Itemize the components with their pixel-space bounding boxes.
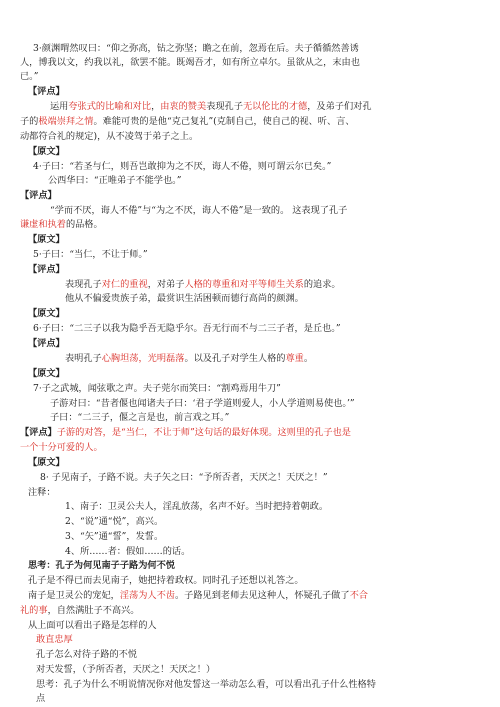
text-line: 孔子怎么对待子路的不悦 bbox=[36, 649, 138, 660]
text-line: 表现孔子对仁的重视，对弟子人格的尊重和对平等师生关系的追求。 bbox=[65, 279, 341, 290]
section-label: 【评点】 bbox=[20, 190, 57, 201]
text-line: 谦虚和执着的品格。 bbox=[20, 219, 103, 230]
text-line: 1、南子：卫灵公夫人，淫乱放荡，名声不好。当时把持着朝政。 bbox=[65, 501, 329, 512]
text-line: 运用夸张式的比喻和对比，由衷的赞美表现孔子无以伦比的才德，及弟子们对孔 bbox=[50, 101, 372, 112]
section-label: 【原文】 bbox=[28, 457, 65, 468]
text-line: 4·子曰：“若圣与仁，则吾岂敢抑为之不厌，诲人不倦，则可谓云尔已矣。” bbox=[33, 161, 332, 172]
section-label: 【原文】 bbox=[28, 234, 65, 245]
text-line: 【评点】子游的对答，是“当仁，不让于师”这句话的最好体现。这则里的孔子也是 bbox=[20, 427, 351, 438]
text-line: 注释： bbox=[28, 487, 56, 498]
text-line: 2、“说”通“悦”，高兴。 bbox=[65, 516, 164, 527]
text-line: 从上面可以看出子路是怎样的人 bbox=[28, 620, 157, 631]
text-line: 思考：孔子为什么不明说情况你对他发誓这一举动怎么看，可以看出孔子什么性格特 bbox=[36, 679, 376, 690]
text-line: 已。” bbox=[20, 71, 39, 82]
section-label: 【原文】 bbox=[28, 146, 65, 157]
section-label: 【原文】 bbox=[28, 308, 65, 319]
text-line: 7·子之武城，闻弦歌之声。夫子莞尔而笑曰：“割鸡焉用牛刀” bbox=[33, 383, 281, 394]
text-line: 公西华曰：“正唯弟子不能学也。” bbox=[48, 175, 182, 186]
text-line: 5·子曰：“当仁，不让于师。” bbox=[33, 249, 148, 260]
text-line: 一个十分可爱的人。 bbox=[20, 442, 103, 453]
text-line: 3、“矢”通“誓”，发誓。 bbox=[65, 531, 164, 542]
text-line: 对天发誓，（予所否者，天厌之！天厌之！） bbox=[36, 664, 216, 675]
text-line: 子游对曰：“昔者偃也闻诸夫子曰：‘君子学道则爱人，小人学道则易使也。’” bbox=[50, 398, 355, 409]
text-line: 敢直忠厚 bbox=[36, 634, 73, 645]
text-line: 子的极端崇拜之情。难能可贵的是他“克己复礼”(克制自己，使自己的视、听、言、 bbox=[20, 116, 355, 127]
text-line: 子曰：“二三子，偃之言是也，前言戏之耳。” bbox=[50, 412, 230, 423]
text-line: 4、所……者：假如……的话。 bbox=[65, 546, 191, 557]
section-label: 【评点】 bbox=[28, 86, 65, 97]
text-line: 人，博我以文，约我以礼，欲罢不能。既竭吾才，如有所立卓尔。虽欲从之，末由也 bbox=[20, 57, 360, 68]
question-heading: 思考：孔子为何见南子子路为何不悦 bbox=[28, 560, 175, 571]
section-label: 【评点】 bbox=[28, 338, 65, 349]
section-label: 【原文】 bbox=[28, 368, 65, 379]
text-line: 8· 子见南子，子路不说。夫子矢之曰：“予所否者，天厌之！天厌之！” bbox=[40, 472, 328, 483]
text-line: 3·颜渊喟然叹曰：“仰之弥高，钻之弥坚；瞻之在前，忽焉在后。夫子循循然善诱 bbox=[33, 43, 359, 54]
text-line: 6·子曰：“二三子以我为隐乎吾无隐乎尔。吾无行而不与二三子者，是丘也。” bbox=[33, 323, 341, 334]
text-line: 南子是卫灵公的宠妃，淫荡为人不齿。子路见到老师去见这种人，怀疑孔子做了不合 bbox=[28, 590, 368, 601]
text-line: 他从不偏爱贵族子弟，最赏识生活困顿而德行高尚的颜渊。 bbox=[65, 293, 304, 304]
text-line: “学而不厌，诲人不倦”与“为之不厌，诲人不倦”是一致的。 这表现了孔子 bbox=[50, 205, 348, 216]
text-line: 动都符合礼的规定)，从不凌驾于弟子之上。 bbox=[20, 131, 199, 142]
text-line: 表明孔子心胸坦荡，光明磊落。以及孔子对学生人格的尊重。 bbox=[65, 353, 314, 364]
text-line: 礼的事，自然满肚子不高兴。 bbox=[20, 605, 140, 616]
text-line: 孔子是不得已而去见南子，她把持着政权。同时孔子还想以礼答之。 bbox=[28, 575, 304, 586]
section-label: 【评点】 bbox=[28, 264, 65, 275]
text-line: 点 bbox=[36, 693, 46, 704]
